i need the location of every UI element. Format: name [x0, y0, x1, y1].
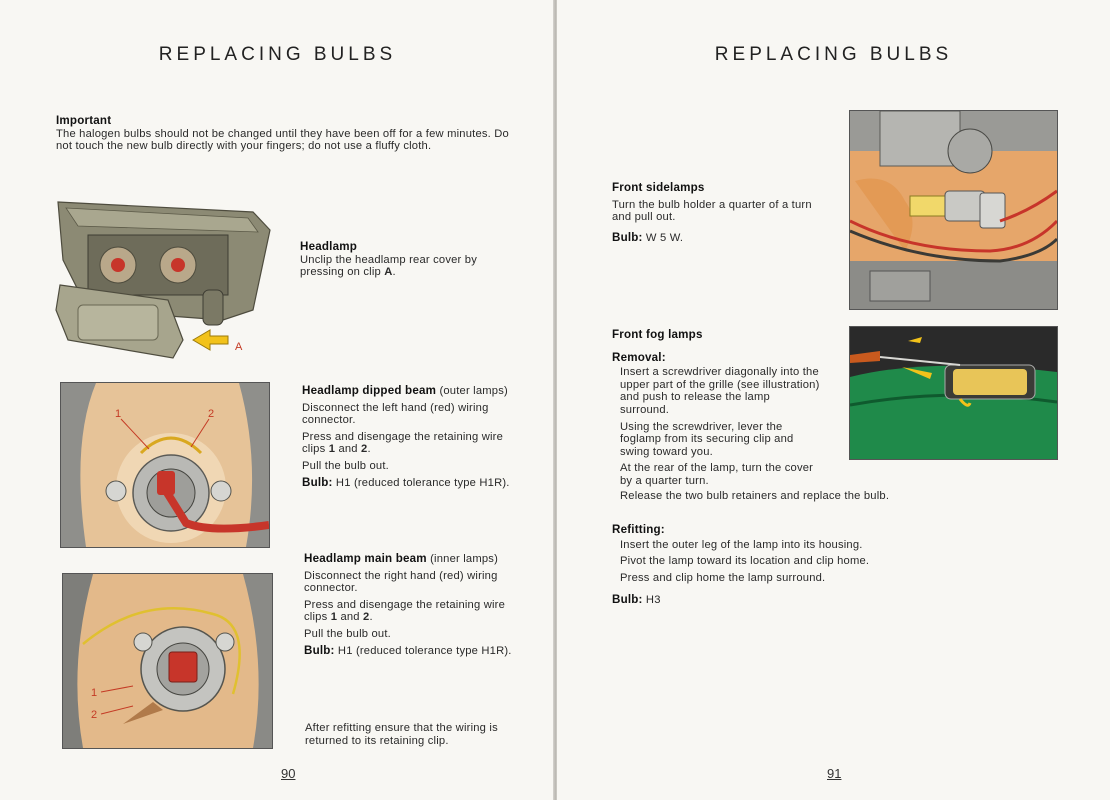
page-title: REPLACING BULBS [714, 44, 953, 65]
sidelamps-heading: Front sidelamps [612, 181, 705, 194]
sidelamps-bulb-value: W 5 W. [642, 231, 684, 244]
main-bulb-label: Bulb: [304, 643, 335, 657]
removal-step-1: Insert a screwdriver diagonally into the upper part of the grille (see illustration) and push to release the lamp surround. [620, 366, 820, 416]
dipped-p2-text: Press and disengage the retaining wire clips [302, 430, 504, 456]
refitting-step-1: Insert the outer leg of the lamp into its housing. [620, 538, 863, 551]
removal-heading: Removal: [612, 350, 666, 364]
headlamp-period: . [392, 266, 396, 279]
main-fig-label-2: 2 [91, 709, 98, 721]
dipped-period: . [367, 443, 371, 456]
figure-label-a: A [235, 341, 243, 353]
dipped-heading: Headlamp dipped beam [302, 384, 437, 397]
dipped-p2 [302, 431, 514, 456]
dipped-fig-label-2: 2 [208, 408, 215, 420]
dipped-bulb-value: H1 (reduced tolerance type H1R). [332, 476, 510, 489]
important-heading: Important [56, 114, 112, 127]
important-section [56, 115, 511, 153]
main-p3: Pull the bulb out. [304, 627, 391, 640]
page-number: 90 [281, 766, 296, 781]
clip-a-label: A [384, 266, 393, 279]
main-fig-label-1: 1 [91, 687, 98, 699]
page-number: 91 [827, 766, 842, 781]
fog-bulb-value: H3 [642, 594, 661, 607]
headlamp-heading: Headlamp [300, 240, 358, 253]
dipped-beam-illustration [60, 382, 270, 548]
fog-bulb-label: Bulb: [612, 593, 643, 607]
main-beam-section [304, 553, 516, 661]
headlamp-section [300, 241, 515, 279]
dipped-heading-note: (outer lamps) [436, 385, 508, 397]
foglamp-illustration [849, 326, 1058, 460]
dipped-p3: Pull the bulb out. [302, 459, 389, 472]
after-refitting-note: After refitting ensure that the wiring is returned to its retaining clip. [305, 722, 498, 747]
sidelamps-text: Turn the bulb holder a quarter of a turn and pull out. [612, 198, 812, 224]
main-heading: Headlamp main beam [304, 552, 427, 565]
main-bulb-value: H1 (reduced tolerance type H1R). [334, 644, 512, 657]
refitting-heading: Refitting: [612, 523, 665, 536]
headlamp-illustration [48, 190, 278, 365]
right-page [557, 0, 1110, 800]
main-clip-1: 1 [330, 611, 338, 624]
main-clip-2: 2 [363, 611, 370, 624]
dipped-p1: Disconnect the left hand (red) wiring connector. [302, 401, 489, 427]
main-p2-text: Press and disengage the retaining wire clips [304, 598, 506, 624]
dipped-fig-label-1: 1 [115, 408, 122, 420]
refitting-step-3: Press and clip home the lamp surround. [620, 571, 826, 584]
main-beam-illustration [62, 573, 273, 749]
refitting-step-2: Pivot the lamp toward its location and clip home. [620, 555, 870, 568]
dipped-bulb-label: Bulb: [302, 475, 333, 489]
dipped-clip-2: 2 [361, 443, 368, 456]
dipped-beam-section [302, 385, 514, 493]
removal-steps [612, 366, 820, 487]
refitting-steps [612, 539, 1032, 585]
fog-section [612, 329, 842, 492]
main-heading-note: (inner lamps) [426, 553, 498, 565]
fog-heading: Front fog lamps [612, 328, 703, 341]
main-period: . [369, 611, 373, 624]
headlamp-instruction: Unclip the headlamp rear cover by pressing on clip [300, 253, 477, 279]
dipped-and: and [335, 443, 362, 456]
dipped-clip-1: 1 [328, 443, 336, 456]
important-text: The halogen bulbs should not be changed until they have been off for a few minutes. Do not touch the new bulb directly with your fingers; do not use a fluffy cloth. [56, 127, 509, 153]
removal-step-4: Release the two bulb retainers and replace the bulb. [620, 490, 890, 502]
main-p1: Disconnect the right hand (red) wiring connector. [304, 569, 498, 595]
main-p2 [304, 599, 516, 624]
refitting-section [612, 524, 1032, 611]
sidelamp-illustration [849, 110, 1058, 310]
headlamp-text [300, 254, 515, 279]
sidelamps-bulb-label: Bulb: [612, 230, 643, 244]
page-title: REPLACING BULBS [158, 44, 397, 65]
removal-step-3: At the rear of the lamp, turn the cover by a quarter turn. [620, 462, 814, 487]
sidelamps-section [612, 182, 822, 248]
main-and: and [337, 611, 364, 624]
removal-step-2: Using the screwdriver, lever the foglamp from its securing clip and swing toward you. [620, 420, 794, 458]
